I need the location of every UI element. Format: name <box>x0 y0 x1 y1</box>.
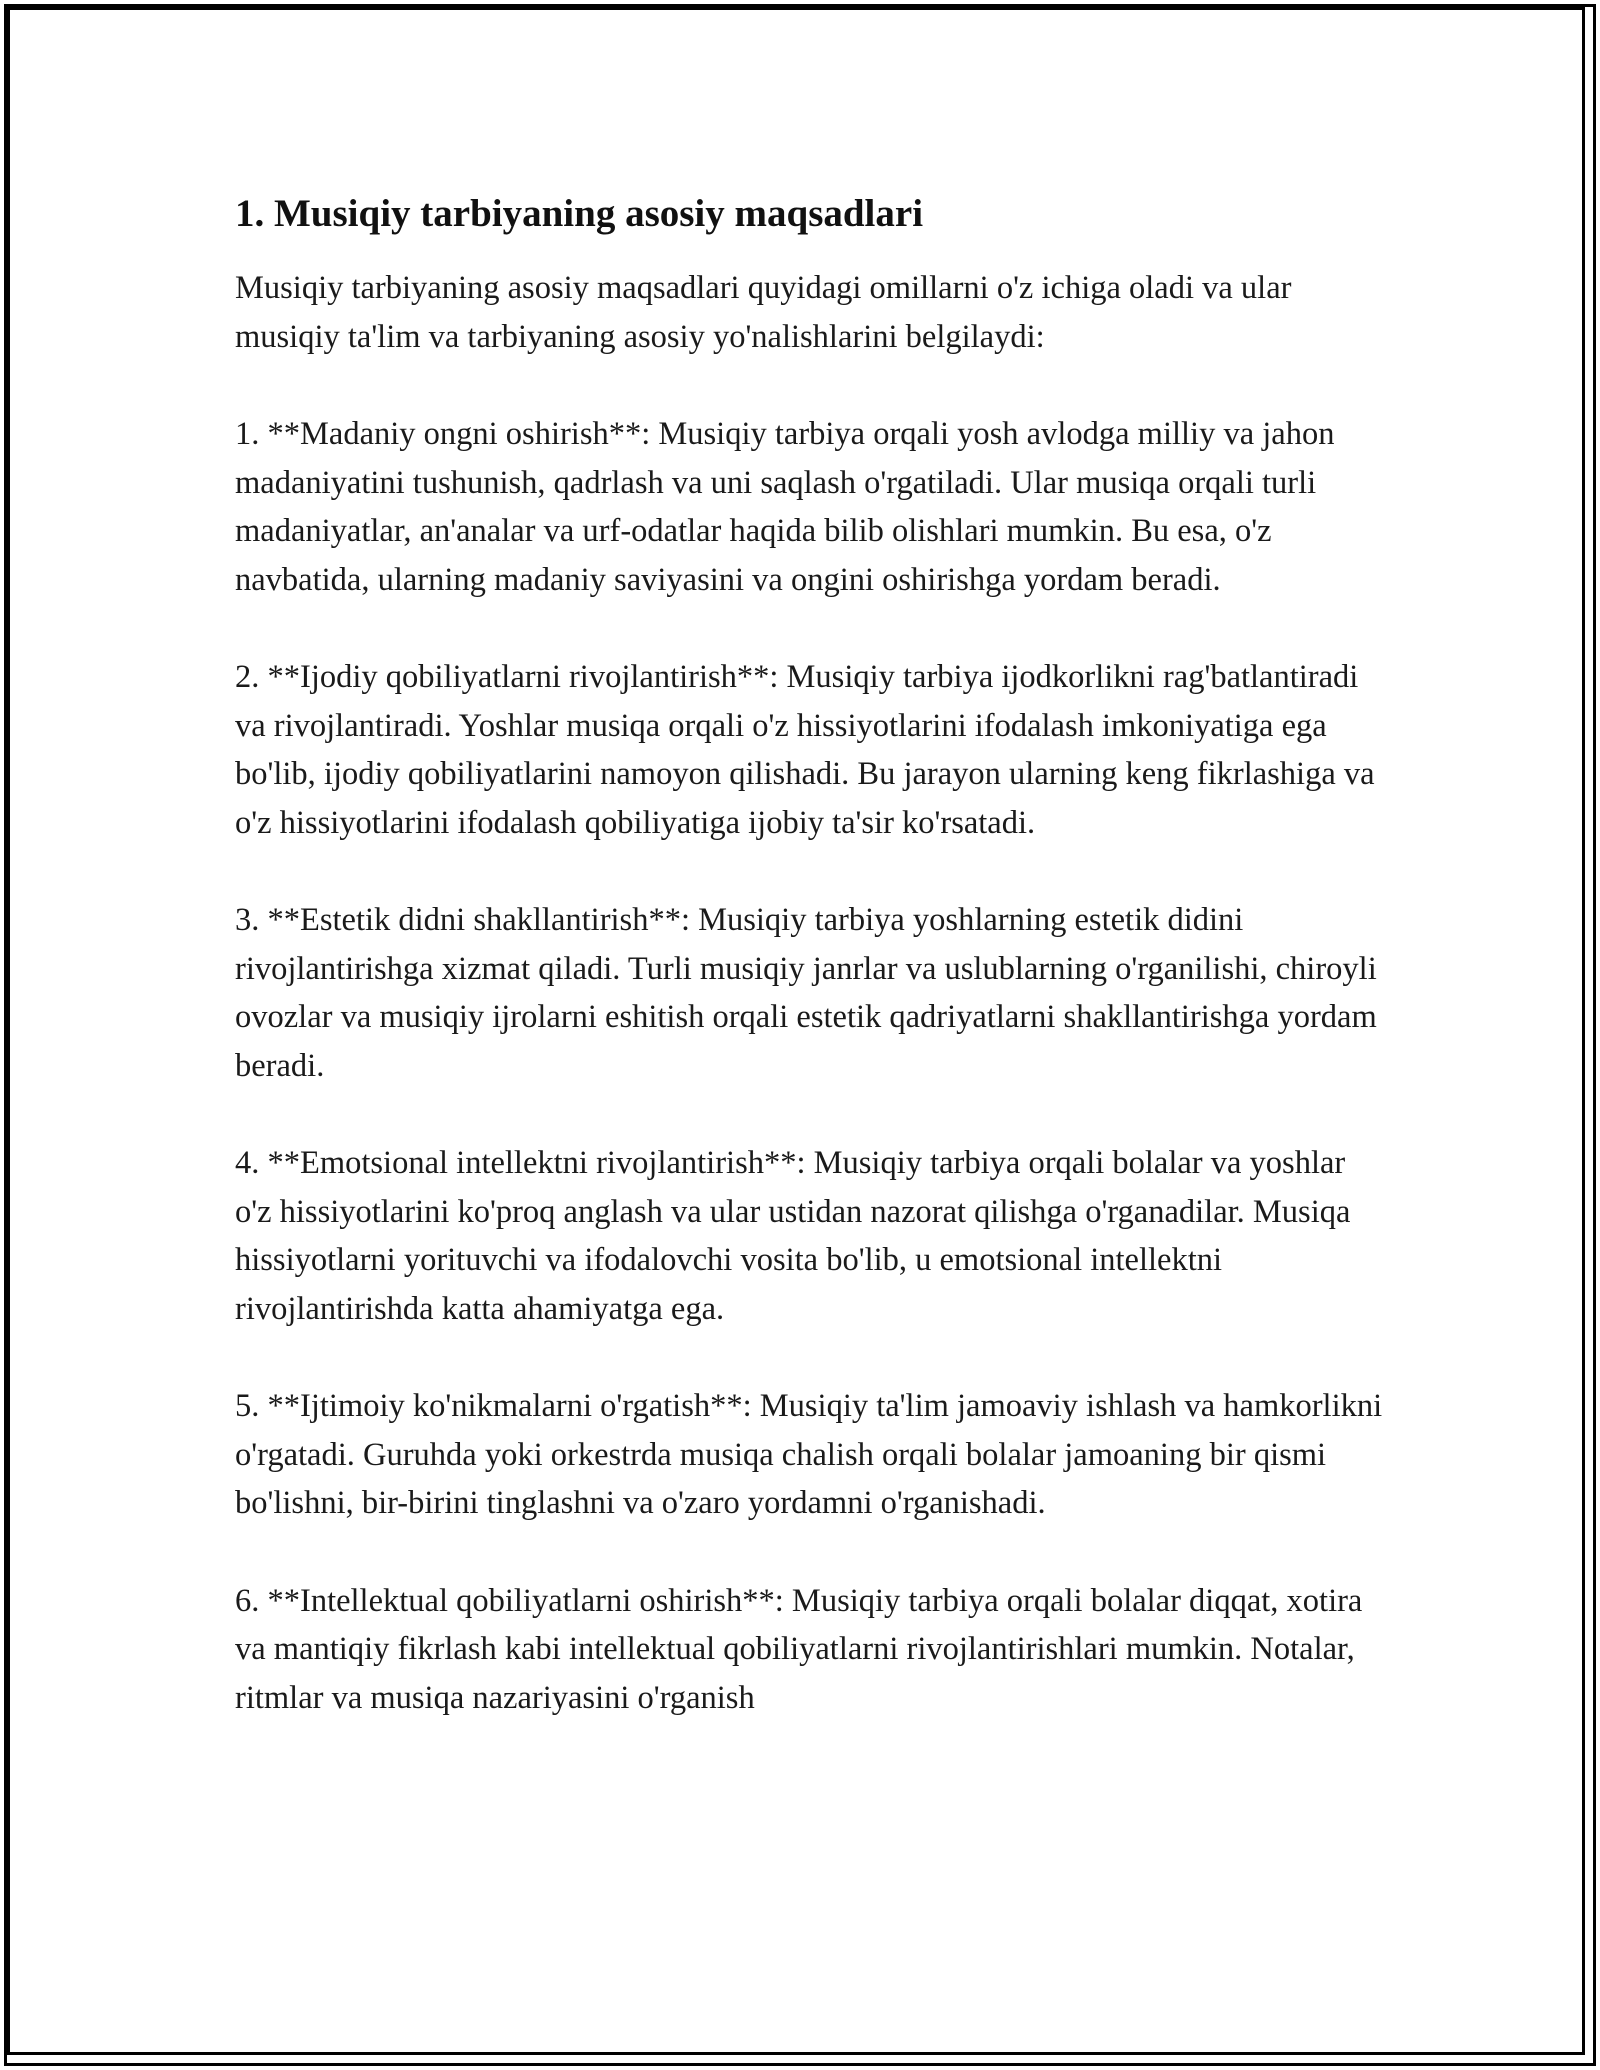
document-body <box>235 186 1385 1771</box>
paragraph-emotsional-intellekt: 4. **Emotsional intellektni rivojlantirish**: Musiqiy tarbiya orqali bolalar va yoshlar o'z hissiyotlarini ko'proq anglash va ular ustidan nazorat qilishga o'rganadilar. Musiqa hissiyotlarni yorituvchi va ifodalovchi vosita bo'lib, u emotsional intellektni rivojlantirishda katta ahamiyatga ega. <box>235 1145 1351 1327</box>
paragraph-estetik-did: 3. **Estetik didni shakllantirish**: Musiqiy tarbiya yoshlarning estetik didini rivojlantirishga xizmat qiladi. Turli musiqiy janrlar va uslublarning o'rganilishi, chiroyli ovozlar va musiqiy ijrolarni eshitish orqali estetik qadriyatlarni shakllantirishga yordam beradi. <box>235 902 1377 1084</box>
paragraph-intellektual-qobiliyat: 6. **Intellektual qobiliyatlarni oshirish**: Musiqiy tarbiya orqali bolalar diqqat, xotira va mantiqiy fikrlash kabi intellektual qobiliyatlarni rivojlantirishlari mumkin. Notalar, ritmlar va musiqa nazariyasini o'rganish <box>235 1582 1363 1716</box>
paragraph-ijodiy-qobiliyat: 2. **Ijodiy qobiliyatlarni rivojlantirish**: Musiqiy tarbiya ijodkorlikni rag'batlantiradi va rivojlantiradi. Yoshlar musiqa orqali o'z hissiyotlarini ifodalash imkoniyatiga ega bo'lib, ijodiy qobiliyatlarini namoyon qilishadi. Bu jarayon ularning keng fikrlashiga va o'z hissiyotlarini ifodalash qobiliyatiga ijobiy ta'sir ko'rsatadi. <box>235 659 1375 841</box>
paragraph-madaniy-ong: 1. **Madaniy ongni oshirish**: Musiqiy tarbiya orqali yosh avlodga milliy va jahon madaniyatini tushunish, qadrlash va uni saqlash o'rgatiladi. Ular musiqa orqali turli madaniyatlar, an'analar va urf-odatlar haqida bilib olishlari mumkin. Bu esa, o'z navbatida, ularning madaniy saviyasini va ongini oshirishga yordam beradi. <box>235 416 1335 598</box>
intro-paragraph: Musiqiy tarbiyaning asosiy maqsadlari quyidagi omillarni o'z ichiga oladi va ular musiqiy ta'lim va tarbiyaning asosiy yo'nalishlarini belgilaydi: <box>235 270 1292 355</box>
paragraph-ijtimoiy-konikma: 5. **Ijtimoiy ko'nikmalarni o'rgatish**: Musiqiy ta'lim jamoaviy ishlash va hamkorlikni o'rgatadi. Guruhda yoki orkestrda musiqa chalish orqali bolalar jamoaning bir qismi bo'lishni, bir-birini tinglashni va o'zaro yordamni o'rganishadi. <box>235 1388 1383 1521</box>
document-title: 1. Musiqiy tarbiyaning asosiy maqsadlari <box>235 192 924 235</box>
